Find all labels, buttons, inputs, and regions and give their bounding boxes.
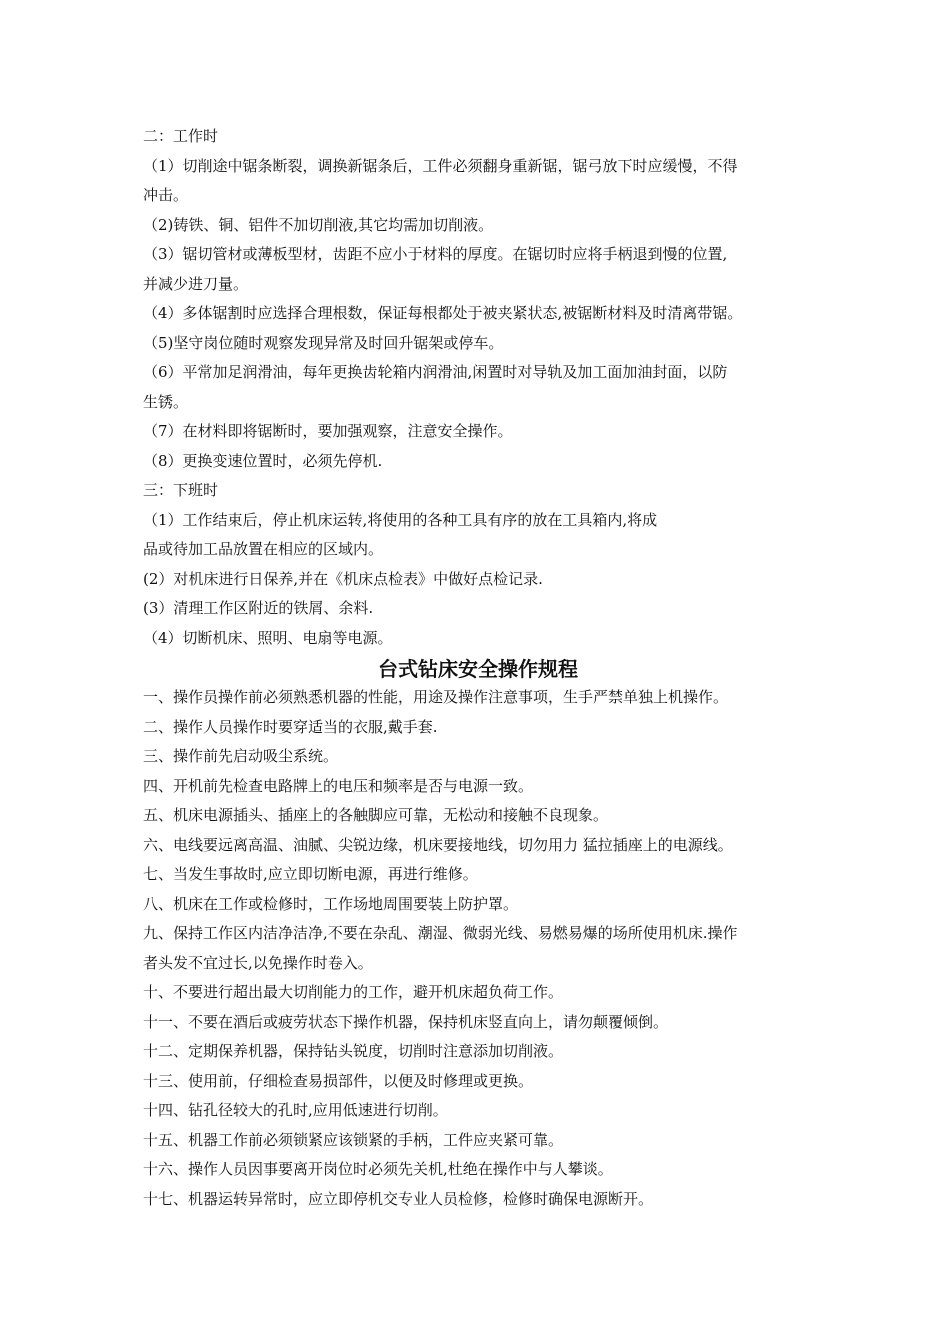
text-line: 三、操作前先启动吸尘系统。: [143, 747, 339, 765]
text-line: 一、操作员操作前必须熟悉机器的性能，用途及操作注意事项，生手严禁单独上机操作。: [143, 688, 729, 706]
text-line: （3）锯切管材或薄板型材，齿距不应小于材料的厚度。在锯切时应将手柄退到慢的位置,: [143, 245, 728, 263]
text-line: （2)铸铁、铜、铝件不加切削液,其它均需加切削液。: [143, 215, 494, 234]
text-line: 七、当发生事故时,应立即切断电源，再进行维修。: [143, 865, 478, 883]
text-line: 六、电线要远离高温、油腻、尖锐边缘，机床要接地线，切勿用力 猛拉插座上的电源线。: [143, 835, 733, 854]
text-line: 十、不要进行超出最大切削能力的工作，避开机床超负荷工作。: [143, 983, 564, 1001]
text-line: 五、机床电源插头、插座上的各触脚应可靠，无松动和接触不良现象。: [143, 806, 609, 824]
text-line: 生锈。: [143, 392, 189, 411]
text-line: （6）平常加足润滑油，每年更换齿轮箱内润滑油,闲置时对导轨及加工面加油封面，以防: [143, 363, 728, 381]
text-line: 十四、钻孔径较大的孔时,应用低速进行切削。: [143, 1101, 448, 1119]
text-line: 十五、机器工作前必须锁紧应该锁紧的手柄，工件应夹紧可靠。: [143, 1130, 564, 1149]
text-line: （1）切削途中锯条断裂，调换新锯条后，工件必须翻身重新锯，锯弓放下时应缓慢，不得: [143, 156, 738, 175]
drill-rules-title: 台式钻床安全操作规程: [378, 657, 578, 681]
section-heading-work: 二：工作时: [143, 127, 219, 145]
section-offwork-list: [143, 506, 813, 654]
text-line: (2）对机床进行日保养,并在《机床点检表》中做好点检记录.: [143, 569, 543, 588]
text-line: （8）更换变速位置时，必须先停机.: [143, 451, 383, 470]
text-line: 九、保持工作区内洁净洁净,不要在杂乱、潮湿、微弱光线、易燃易爆的场所使用机床.操作: [143, 924, 738, 942]
text-line: （5)坚守岗位随时观察发现异常及时回升锯架或停车。: [143, 333, 504, 352]
text-line: 八、机床在工作或检修时，工作场地周围要装上防护罩。: [143, 894, 519, 913]
text-line: 并减少进刀量。: [143, 274, 249, 293]
text-line: 品或待加工品放置在相应的区域内。: [143, 540, 384, 558]
text-line: （1）工作结束后，停止机床运转,将使用的各种工具有序的放在工具箱内,将成: [143, 510, 658, 529]
text-line: 十二、定期保养机器，保持钻头锐度，切削时注意添加切削液。: [143, 1042, 564, 1060]
text-line: （7）在材料即将锯断时，要加强观察，注意安全操作。: [143, 422, 513, 440]
text-line: (3）清理工作区附近的铁屑、余料.: [143, 599, 374, 617]
section-work-list: [143, 152, 813, 477]
text-line: 二、操作人员操作时要穿适当的衣服,戴手套.: [143, 717, 438, 736]
text-line: 冲击。: [143, 186, 189, 204]
section-heading-offwork: 三：下班时: [143, 481, 219, 499]
text-line: 十三、使用前，仔细检查易损部件，以便及时修理或更换。: [143, 1071, 534, 1090]
text-line: （4）切断机床、照明、电扇等电源。: [143, 628, 393, 647]
document-body: [143, 122, 813, 1214]
text-line: 者头发不宜过长,以免操作时卷入。: [143, 953, 373, 972]
text-line: 十六、操作人员因事要离开岗位时必须先关机,杜绝在操作中与人攀谈。: [143, 1160, 613, 1178]
text-line: （4）多体锯割时应选择合理根数，保证每根都处于被夹紧状态,被锯断材料及时清离带锯。: [143, 304, 743, 322]
text-line: 四、开机前先检查电路牌上的电压和频率是否与电源一致。: [143, 776, 534, 795]
drill-rules-list: [143, 683, 813, 1214]
text-line: 十七、机器运转异常时，应立即停机交专业人员检修，检修时确保电源断开。: [143, 1189, 654, 1208]
text-line: 十一、不要在酒后或疲劳状态下操作机器，保持机床竖直向上，请勿颠覆倾倒。: [143, 1012, 669, 1031]
